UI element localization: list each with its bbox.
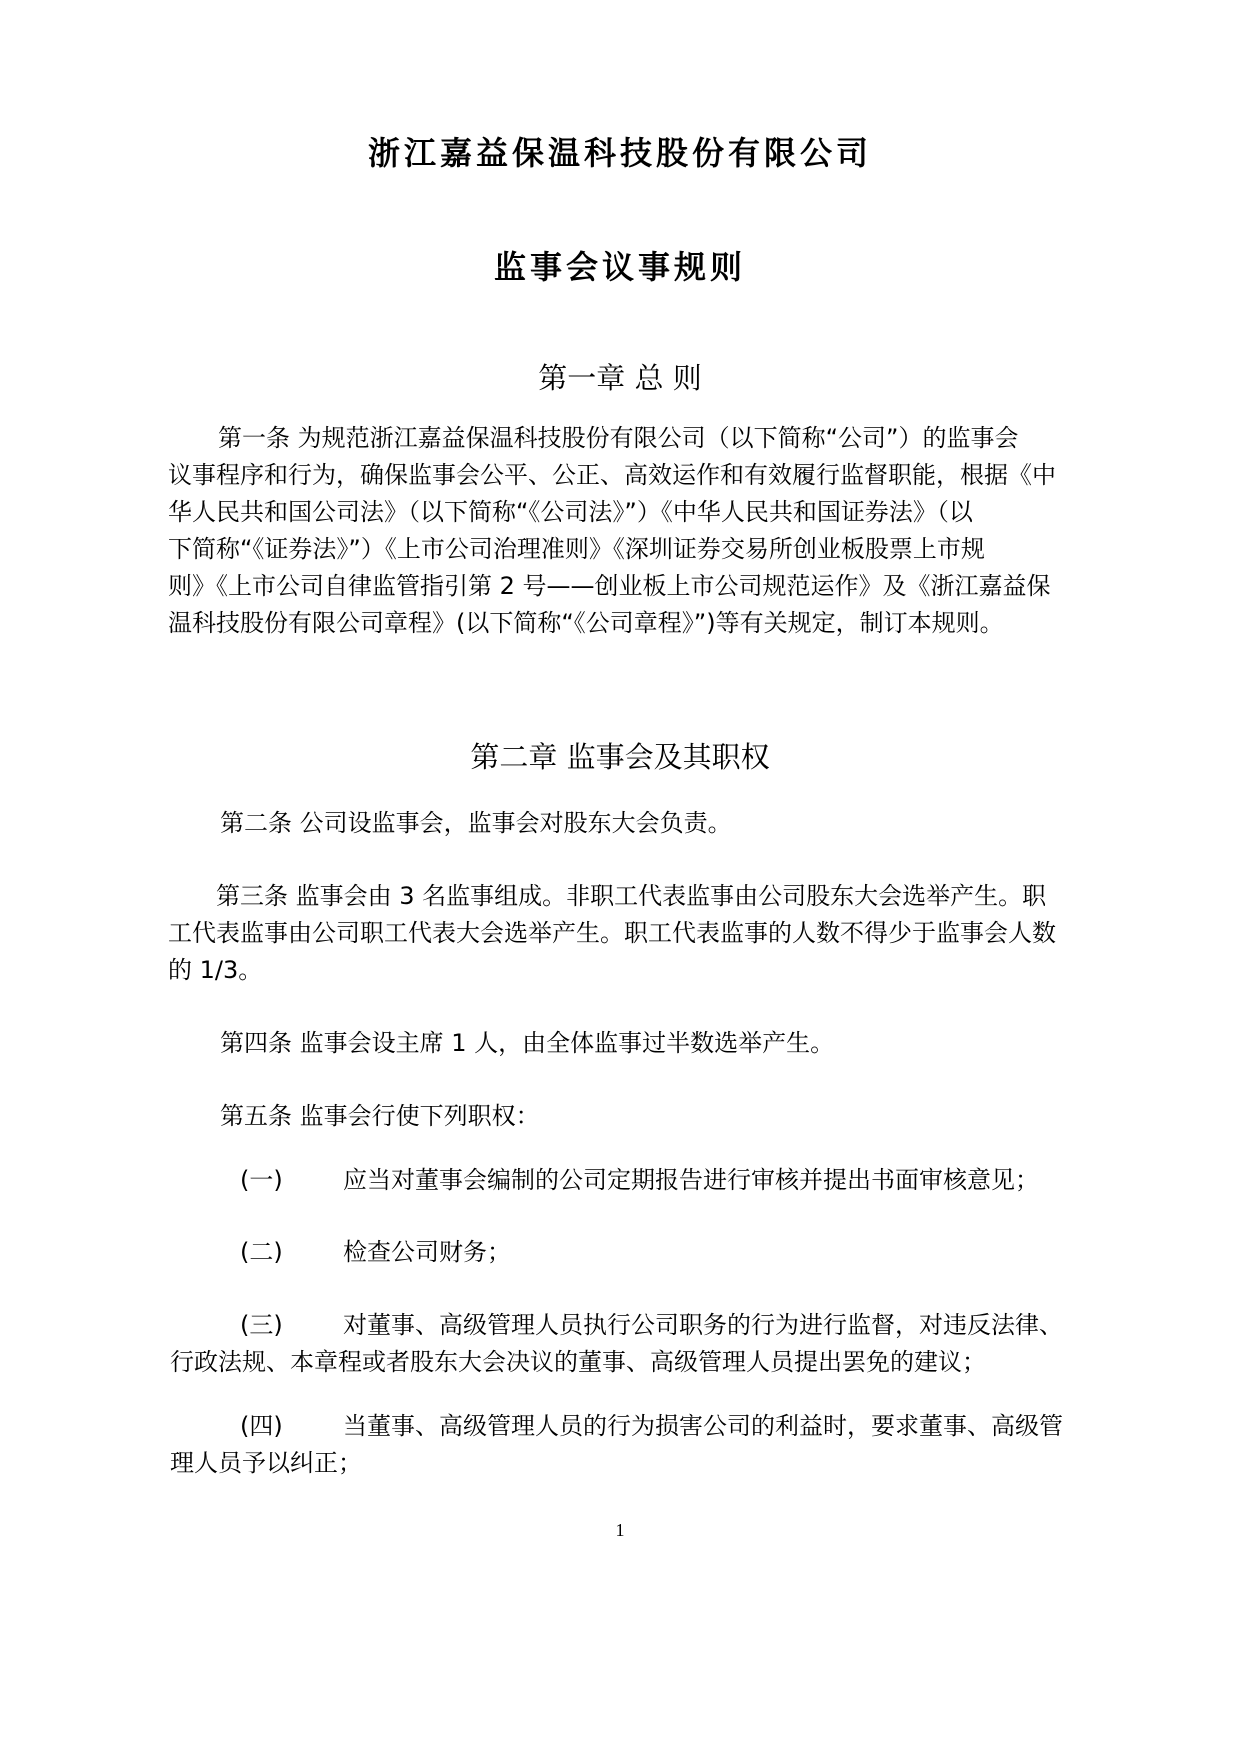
article-3-line: 第三条 监事会由 3 名监事组成。非职工代表监事由公司股东大会选举产生。职: [216, 882, 1047, 910]
article-3-line: 工代表监事由公司职工代表大会选举产生。职工代表监事的人数不得少于监事会人数: [168, 919, 1056, 947]
article-1-line: 下简称“《证券法》”）《上市公司治理准则》《深圳证券交易所创业板股票上市规: [168, 535, 985, 563]
list-item-text: 理人员予以纠正；: [170, 1449, 362, 1477]
chapter-2-heading: 第二章 监事会及其职权: [470, 740, 770, 774]
list-item-number: (三): [240, 1311, 283, 1339]
article-3-line: 的 1/3。: [168, 956, 263, 984]
article-1-line: 第一条 为规范浙江嘉益保温科技股份有限公司（以下简称“公司”）的监事会: [218, 424, 1019, 452]
article-1-line: 议事程序和行为，确保监事会公平、公正、高效运作和有效履行监督职能，根据《中: [168, 461, 1056, 489]
article-1-line: 则》《上市公司自律监管指引第 2 号——创业板上市公司规范运作》及《浙江嘉益保: [168, 572, 1051, 600]
article-4: 第四条 监事会设主席 1 人，由全体监事过半数选举产生。: [220, 1029, 835, 1057]
article-5: 第五条 监事会行使下列职权：: [220, 1102, 540, 1130]
article-1-line: 华人民共和国公司法》（以下简称“《公司法》”）《中华人民共和国证券法》（以: [168, 498, 973, 526]
list-item-number: (一): [240, 1166, 283, 1194]
list-item-text: 当董事、高级管理人员的行为损害公司的利益时，要求董事、高级管: [343, 1412, 1063, 1440]
list-item-text: 行政法规、本章程或者股东大会决议的董事、高级管理人员提出罢免的建议；: [170, 1348, 986, 1376]
chapter-1-heading: 第一章 总 则: [538, 361, 702, 395]
article-2: 第二条 公司设监事会，监事会对股东大会负责。: [220, 809, 732, 837]
list-item-text: 检查公司财务；: [343, 1238, 511, 1266]
page-number: 1: [615, 1520, 625, 1540]
article-1-line: 温科技股份有限公司章程》(以下简称“《公司章程》”)等有关规定，制订本规则。: [168, 609, 1004, 637]
list-item-text: 应当对董事会编制的公司定期报告进行审核并提出书面审核意见；: [343, 1166, 1039, 1194]
document-title: 监事会议事规则: [493, 248, 746, 286]
company-title: 浙江嘉益保温科技股份有限公司: [367, 134, 872, 172]
list-item-text: 对董事、高级管理人员执行公司职务的行为进行监督，对违反法律、: [343, 1311, 1063, 1339]
list-item-number: (二): [240, 1238, 283, 1266]
list-item-number: (四): [240, 1412, 283, 1440]
